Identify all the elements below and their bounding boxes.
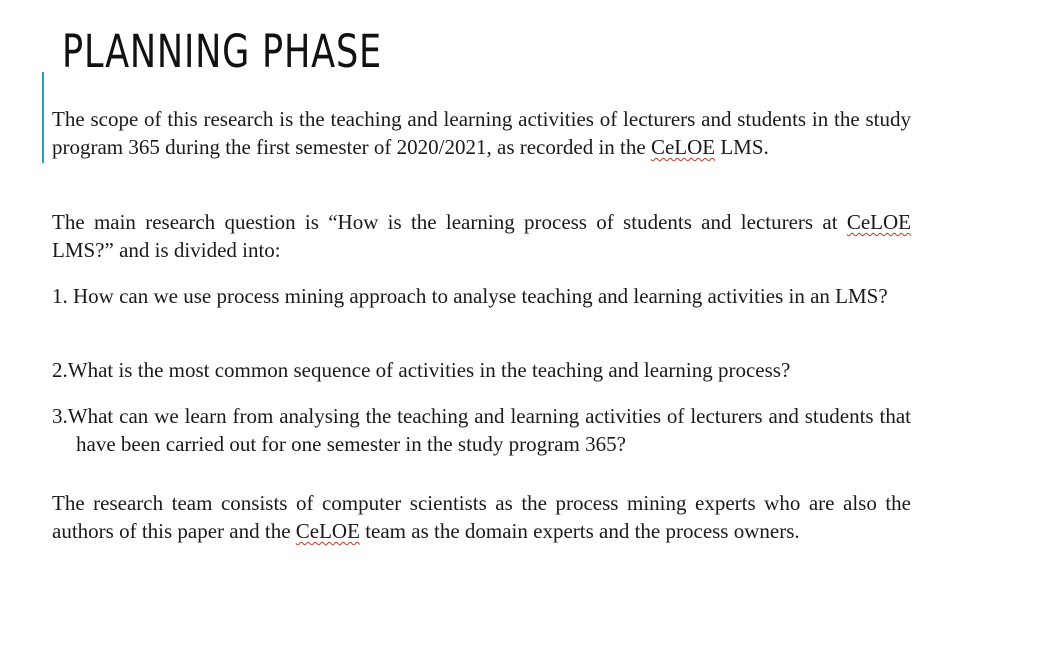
scope-paragraph bbox=[52, 105, 911, 161]
scope-text-before: The scope of this research is the teaching and learning activities of lecturers and students in the study program 365 during the first semester of 2020/2021, as recorded in the bbox=[52, 107, 911, 159]
question-item-1: 1. How can we use process mining approach to analyse teaching and learning activities in an LMS? bbox=[52, 284, 888, 308]
slide-title: PLANNING PHASE bbox=[62, 25, 382, 78]
research-question-paragraph bbox=[52, 208, 911, 264]
celoe-term: CeLOE bbox=[650, 135, 716, 159]
celoe-term: CeLOE bbox=[295, 519, 360, 543]
question-text-after: LMS?” and is divided into: bbox=[52, 238, 281, 262]
question-item-3: 3.What can we learn from analysing the teaching and learning activities of lecturers and students that have been carried out for one semester in the study program 365? bbox=[52, 404, 911, 456]
team-text-before: The research team consists of computer scientists as the process mining experts who are also the authors of this paper and the bbox=[52, 491, 911, 543]
scope-text-after: LMS. bbox=[715, 135, 769, 159]
research-team-paragraph bbox=[52, 489, 911, 545]
question-item-2: 2.What is the most common sequence of activities in the teaching and learning process? bbox=[52, 358, 791, 382]
question-text-before: The main research question is “How is the learning process of students and lecturers at bbox=[52, 210, 847, 234]
team-text-after: team as the domain experts and the process owners. bbox=[359, 519, 800, 543]
celoe-term: CeLOE bbox=[846, 210, 911, 234]
accent-bar bbox=[42, 72, 44, 163]
